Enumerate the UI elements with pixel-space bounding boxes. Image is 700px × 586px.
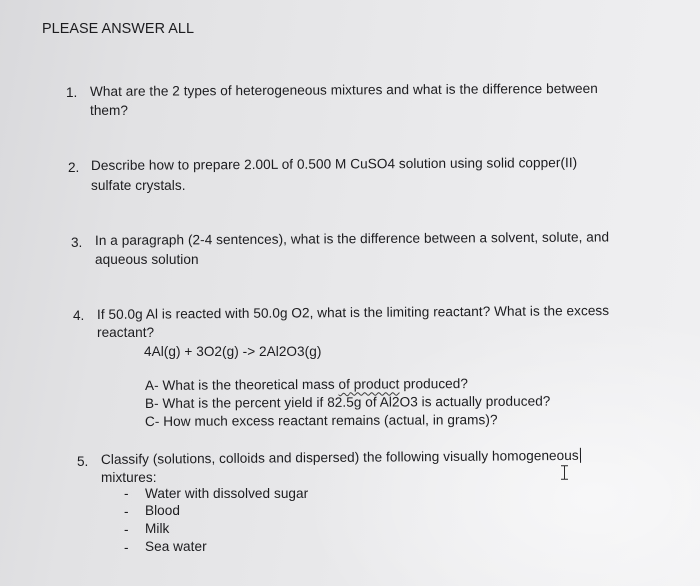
list-item-2-bullet: -: [124, 504, 129, 519]
list-item-1: Water with dissolved sugar: [145, 486, 309, 501]
question-3-line-1: In a paragraph (2-4 sentences), what is the difference between a solvent, solute, and: [94, 229, 610, 248]
question-1-line-1: What are the 2 types of heterogeneous mixtures and what is the difference between: [89, 80, 598, 99]
text-caret: [580, 448, 581, 463]
list-item-3-bullet: -: [124, 522, 129, 537]
subpart-a: [145, 375, 468, 394]
question-2-line-2: sulfate crystals.: [91, 178, 186, 193]
question-5-line-1: [101, 447, 581, 468]
chemical-equation: 4Al(g) + 3O2(g) -> 2Al2O3(g): [144, 344, 322, 359]
list-item-4-bullet: -: [124, 540, 129, 555]
question-5-number: 5.: [77, 454, 89, 469]
subpart-c: C- How much excess reactant remains (actual, in grams)?: [144, 412, 498, 429]
question-4-line-2: reactant?: [97, 325, 155, 340]
subpart-a-text-before: A- What is the theoretical mass: [144, 376, 339, 393]
ibeam-cursor-icon: [560, 465, 569, 480]
question-2-line-1: Describe how to prepare 2.00L of 0.500 M CuSO4 solution using solid copper(II): [90, 155, 578, 173]
subpart-a-underlined-phrase: of product: [338, 376, 400, 392]
subpart-b: B- What is the percent yield if 82.5g of Al2O3 is actually produced?: [144, 393, 551, 411]
page-heading: PLEASE ANSWER ALL: [42, 21, 195, 37]
question-1-number: 1.: [66, 85, 78, 100]
subpart-a-text-after: produced?: [399, 376, 469, 392]
list-item-3: Milk: [145, 521, 170, 536]
question-3-line-2: aqueous solution: [95, 252, 199, 267]
list-item-2: Blood: [145, 503, 181, 518]
question-5-line-1-text: Classify (solutions, colloids and dispersed) the following visually homogeneous: [100, 447, 579, 467]
question-2-number: 2.: [68, 160, 80, 175]
question-1-line-2: them?: [90, 103, 129, 118]
question-5-line-2: mixtures:: [101, 470, 157, 485]
question-3-number: 3.: [71, 235, 83, 250]
question-4-line-1: If 50.0g Al is reacted with 50.0g O2, what is the limiting reactant? What is the excess: [96, 302, 610, 322]
list-item-1-bullet: -: [124, 486, 129, 501]
list-item-4: Sea water: [145, 539, 207, 554]
question-4-number: 4.: [73, 308, 85, 323]
